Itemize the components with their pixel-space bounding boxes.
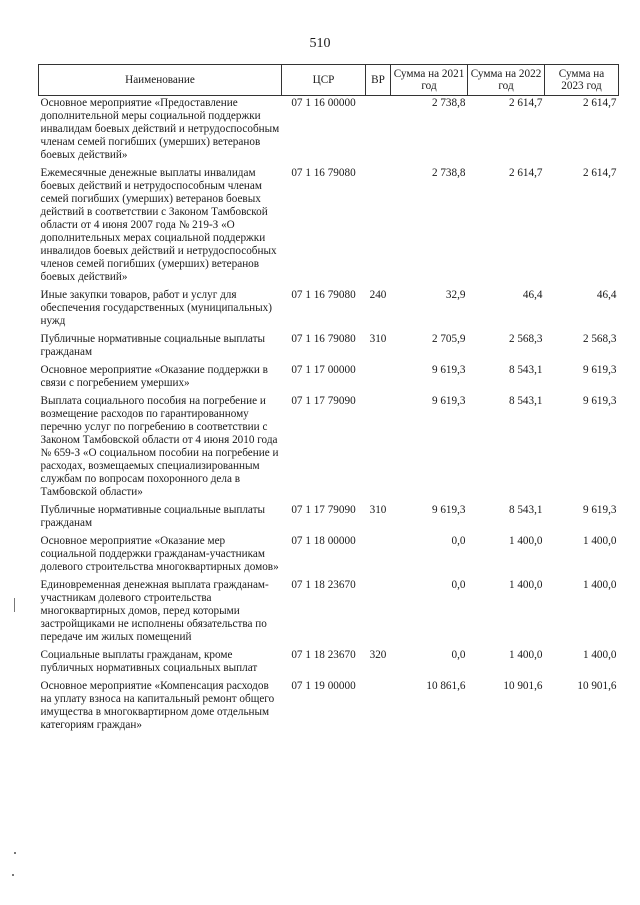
table-row xyxy=(39,503,619,534)
row-sum-2023: 2 614,7 xyxy=(582,97,617,109)
row-sum-2021: 0,0 xyxy=(451,579,466,591)
row-vr: 320 xyxy=(369,649,387,661)
row-csr: 07 1 19 00000 xyxy=(291,680,356,692)
row-vr xyxy=(366,534,391,578)
row-sum-2022: 8 543,1 xyxy=(508,395,543,407)
row-sum-2023: 1 400,0 xyxy=(582,535,617,547)
header-name: Наименование xyxy=(39,65,282,96)
row-vr xyxy=(366,96,391,167)
budget-table xyxy=(38,64,619,736)
header-vr: ВР xyxy=(366,65,391,96)
scan-speck xyxy=(12,874,14,876)
header-2021: Сумма на 2021 год xyxy=(391,65,468,96)
row-sum-2022: 2 568,3 xyxy=(508,333,543,345)
row-csr: 07 1 17 00000 xyxy=(291,364,356,376)
table-row xyxy=(39,394,619,503)
row-sum-2022: 8 543,1 xyxy=(508,504,543,516)
row-sum-2023: 9 619,3 xyxy=(582,504,617,516)
row-csr: 07 1 16 79080 xyxy=(291,333,356,345)
row-sum-2023: 2 614,7 xyxy=(582,167,617,179)
row-sum-2022: 8 543,1 xyxy=(508,364,543,376)
row-name: Основное мероприятие «Оказание поддержки в связи с погребением умерших» xyxy=(40,364,268,389)
row-sum-2021: 9 619,3 xyxy=(431,364,466,376)
row-sum-2021: 32,9 xyxy=(445,289,466,301)
row-sum-2021: 10 861,6 xyxy=(426,680,466,692)
row-csr: 07 1 16 79080 xyxy=(291,167,356,179)
row-sum-2023: 9 619,3 xyxy=(582,364,617,376)
page-number: 510 xyxy=(309,36,331,51)
row-vr: 310 xyxy=(369,333,387,345)
table-row xyxy=(39,288,619,332)
row-sum-2022: 1 400,0 xyxy=(508,579,543,591)
header-2023: Сумма на 2023 год xyxy=(545,65,619,96)
table-row xyxy=(39,534,619,578)
row-sum-2023: 1 400,0 xyxy=(582,649,617,661)
row-sum-2022: 1 400,0 xyxy=(508,535,543,547)
table-row xyxy=(39,578,619,648)
row-csr: 07 1 16 79080 xyxy=(291,289,356,301)
row-sum-2021: 2 738,8 xyxy=(431,97,466,109)
row-csr: 07 1 17 79090 xyxy=(291,395,356,407)
row-sum-2021: 0,0 xyxy=(451,535,466,547)
row-vr: 310 xyxy=(369,504,387,516)
row-vr xyxy=(366,679,391,736)
row-name: Основное мероприятие «Оказание мер социальной поддержки гражданам-участникам долевого строительства многоквартирных домов» xyxy=(40,535,279,573)
scan-speck xyxy=(14,852,16,854)
row-name: Единовременная денежная выплата гражданам-участникам долевого строительства многоквартирных домов, перед которыми застройщиками не исполнены обязательства по передаче им жилых помещений xyxy=(40,579,269,643)
row-sum-2023: 46,4 xyxy=(596,289,617,301)
row-vr xyxy=(366,166,391,288)
row-csr: 07 1 18 23670 xyxy=(291,649,356,661)
row-vr xyxy=(366,363,391,394)
row-csr: 07 1 18 23670 xyxy=(291,579,356,591)
row-sum-2021: 0,0 xyxy=(451,649,466,661)
row-sum-2022: 1 400,0 xyxy=(508,649,543,661)
table-row xyxy=(39,648,619,679)
table-header xyxy=(39,65,619,96)
row-name: Основное мероприятие «Компенсация расходов на уплату взноса на капитальный ремонт общего имущества в многоквартирном доме отдельным категориям граждан» xyxy=(40,680,275,731)
row-sum-2022: 2 614,7 xyxy=(508,97,543,109)
row-csr: 07 1 17 79090 xyxy=(291,504,356,516)
row-csr: 07 1 16 00000 xyxy=(291,97,356,109)
row-sum-2021: 9 619,3 xyxy=(431,504,466,516)
row-name: Основное мероприятие «Предоставление дополнительной меры социальной поддержки инвалидам боевых действий и нетрудоспособным членам семей погибших (умерших) ветеранов боевых действий» xyxy=(40,97,280,161)
table-row xyxy=(39,96,619,167)
row-vr: 240 xyxy=(369,289,387,301)
row-sum-2023: 10 901,6 xyxy=(577,680,617,692)
row-name: Публичные нормативные социальные выплаты гражданам xyxy=(40,504,266,529)
row-name: Публичные нормативные социальные выплаты гражданам xyxy=(40,333,266,358)
header-csr: ЦСР xyxy=(282,65,366,96)
row-sum-2021: 2 738,8 xyxy=(431,167,466,179)
table-row xyxy=(39,332,619,363)
row-sum-2023: 9 619,3 xyxy=(582,395,617,407)
header-2022: Сумма на 2022 год xyxy=(468,65,545,96)
row-sum-2022: 46,4 xyxy=(522,289,543,301)
row-sum-2021: 2 705,9 xyxy=(431,333,466,345)
row-sum-2023: 2 568,3 xyxy=(582,333,617,345)
row-sum-2022: 2 614,7 xyxy=(508,167,543,179)
header-row xyxy=(39,65,619,96)
row-name: Выплата социального пособия на погребение и возмещение расходов по гарантированному перечню услуг по погребению в соответствии с Законом Тамбовской области от 4 июня 2010 года № 659-З «О социальном пособии на погребение и расходах, возмещаемых специализированным службам по вопросам похоронного дела в Тамбовской области» xyxy=(40,395,279,498)
row-name: Социальные выплаты гражданам, кроме публичных нормативных социальных выплат xyxy=(40,649,258,674)
row-name: Иные закупки товаров, работ и услуг для обеспечения государственных (муниципальных) нужд xyxy=(40,289,272,327)
row-sum-2023: 1 400,0 xyxy=(582,579,617,591)
table-body xyxy=(39,96,619,737)
row-name: Ежемесячные денежные выплаты инвалидам боевых действий и нетрудоспособным членам семей погибших (умерших) ветеранов боевых действий в соответствии с Законом Тамбовской области от 4 июня 2007 года № 219-З «О дополнительных мерах социальной поддержки инвалидов боевых действий и нетрудоспособных членов семей погибших (умерших) ветеранов боевых действий» xyxy=(40,167,277,283)
row-vr xyxy=(366,394,391,503)
table-row xyxy=(39,166,619,288)
row-sum-2021: 9 619,3 xyxy=(431,395,466,407)
table-row xyxy=(39,679,619,736)
scan-speck xyxy=(14,598,15,612)
row-csr: 07 1 18 00000 xyxy=(291,535,356,547)
row-vr xyxy=(366,578,391,648)
row-sum-2022: 10 901,6 xyxy=(503,680,543,692)
table-row xyxy=(39,363,619,394)
